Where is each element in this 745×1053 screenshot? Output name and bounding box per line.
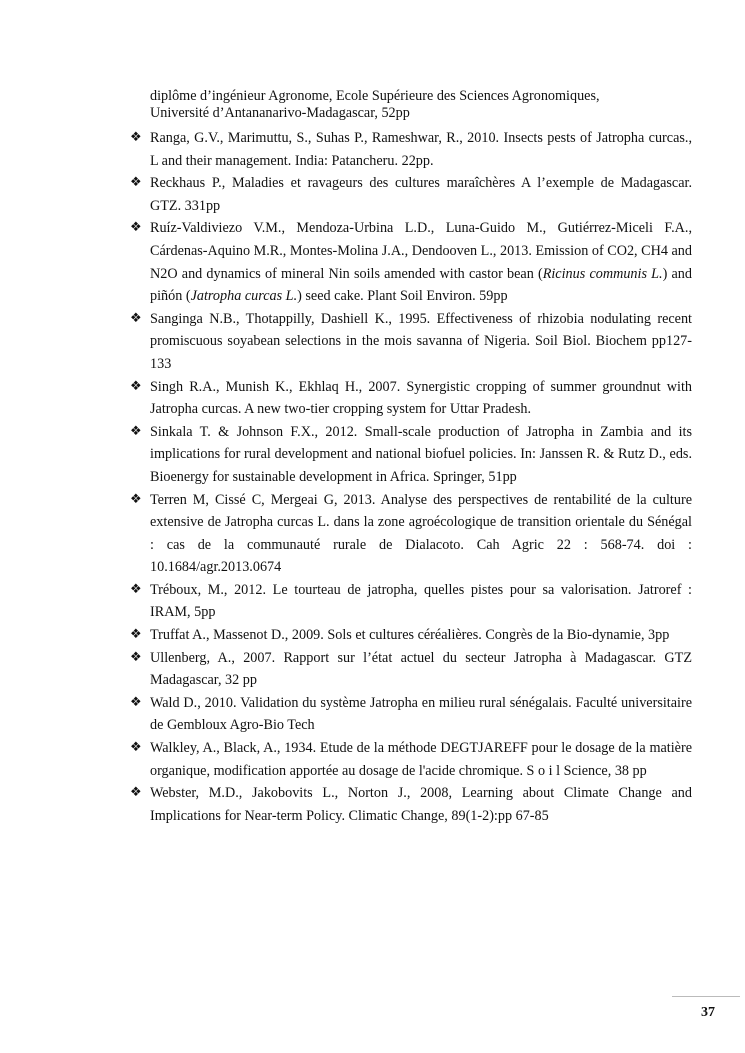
reference-text: Wald D., 2010. Validation du système Jatropha en milieu rural sénégalais. Faculté universitaire de Gembloux Agro-Bio Tech: [150, 694, 692, 734]
continuation-line-1: diplôme d’ingénieur Agronome, Ecole Supérieure des Sciences Agronomiques,: [150, 88, 600, 104]
continuation-line-2: Université d’Antananarivo-Madagascar, 52pp: [150, 105, 410, 121]
reference-item: [130, 692, 692, 737]
reference-item: [130, 489, 692, 579]
species-name-italic: Ricinus communis L.: [542, 265, 663, 282]
page-number: 37: [701, 1005, 715, 1020]
diamond-bullet-icon: ❖: [130, 423, 142, 439]
diamond-bullet-icon: ❖: [130, 220, 142, 236]
reference-text: ) seed cake. Plant Soil Environ. 59pp: [297, 288, 508, 305]
reference-text: Webster, M.D., Jakobovits L., Norton J., 2008, Learning about Climate Change and Implications for Near-term Policy. Climatic Change, 89(1-2):pp 67-85: [150, 785, 692, 824]
reference-list: [130, 127, 692, 827]
reference-text: Sinkala T. & Johnson F.X., 2012. Small-scale production of Jatropha in Zambia and its implications for rural development and national biofuel policies. In: Janssen R. & Rutz D., eds. Bioenergy for sustainable development in Africa. Springer, 51pp: [150, 423, 692, 485]
reference-item: [130, 579, 692, 624]
reference-text: ) and piñón (: [150, 265, 692, 305]
reference-text: Ranga, G.V., Marimuttu, S., Suhas P., Rameshwar, R., 2010. Insects pests of Jatropha curcas., L and their management. India: Patancheru. 22pp.: [150, 130, 692, 169]
diamond-bullet-icon: ❖: [130, 130, 142, 145]
reference-text: Reckhaus P., Maladies et ravageurs des cultures maraîchères A l’exemple de Madagascar. GTZ. 331pp: [150, 175, 692, 214]
reference-text: Truffat A., Massenot D., 2009. Sols et cultures céréalières. Congrès de la Bio-dynamie, 3pp: [150, 627, 670, 644]
diamond-bullet-icon: ❖: [130, 310, 142, 326]
reference-item: [130, 308, 692, 376]
footer-divider: [672, 996, 740, 997]
diamond-bullet-icon: ❖: [130, 378, 142, 394]
diamond-bullet-icon: ❖: [130, 785, 142, 801]
diamond-bullet-icon: ❖: [130, 740, 142, 756]
diamond-bullet-icon: ❖: [130, 175, 142, 191]
reference-text: Tréboux, M., 2012. Le tourteau de jatropha, quelles pistes pour sa valorisation. Jatroref : IRAM, 5pp: [150, 581, 692, 621]
reference-item: [130, 782, 692, 827]
reference-item: [130, 624, 692, 647]
reference-item: [130, 127, 692, 172]
diamond-bullet-icon: ❖: [130, 649, 142, 665]
reference-text: Terren M, Cissé C, Mergeai G, 2013. Analyse des perspectives de rentabilité de la culture extensive de Jatropha curcas L. dans la zone agroécologique de transition orientale du Sénégal : cas de la communauté rurale de Dialacoto. Cah Agric 22 : 568-74. doi : 10.1684/agr.2013.0674: [150, 491, 692, 576]
reference-item: [130, 421, 692, 489]
diamond-bullet-icon: ❖: [130, 581, 142, 597]
reference-item: [130, 172, 692, 217]
reference-text: Sanginga N.B., Thotappilly, Dashiell K., 1995. Effectiveness of rhizobia nodulating recent promiscuous soyabean selections in the mois savanna of Nigeria. Soil Biol. Biochem pp127-133: [150, 310, 692, 372]
species-name-italic: Jatropha curcas L.: [190, 288, 298, 305]
diamond-bullet-icon: ❖: [130, 491, 142, 507]
reference-text: Ruíz-Valdiviezo V.M., Mendoza-Urbina L.D., Luna-Guido M., Gutiérrez-Miceli F.A., Cárdenas-Aquino M.R., Montes-Molina J.A., Dendooven L., 2013. Emission of CO2, CH4 and N2O and dynamics of mineral Nin soils amended with castor bean (: [150, 220, 692, 282]
reference-item: [130, 737, 692, 782]
diamond-bullet-icon: ❖: [130, 627, 142, 643]
reference-text: Singh R.A., Munish K., Ekhlaq H., 2007. Synergistic cropping of summer groundnut with Jatropha curcas. A new two-tier cropping system for Uttar Pradesh.: [150, 378, 692, 418]
reference-item: [130, 376, 692, 421]
reference-text: Ullenberg, A., 2007. Rapport sur l’état actuel du secteur Jatropha à Madagascar. GTZ Madagascar, 32 pp: [150, 649, 692, 689]
reference-continuation: [150, 88, 690, 122]
diamond-bullet-icon: ❖: [130, 694, 142, 710]
reference-item: [130, 217, 692, 307]
reference-item: [130, 647, 692, 692]
reference-text: Walkley, A., Black, A., 1934. Etude de la méthode DEGTJAREFF pour le dosage de la matière organique, modification apportée au dosage de l'acide chromique. S o i l Science, 38 pp: [150, 740, 692, 779]
